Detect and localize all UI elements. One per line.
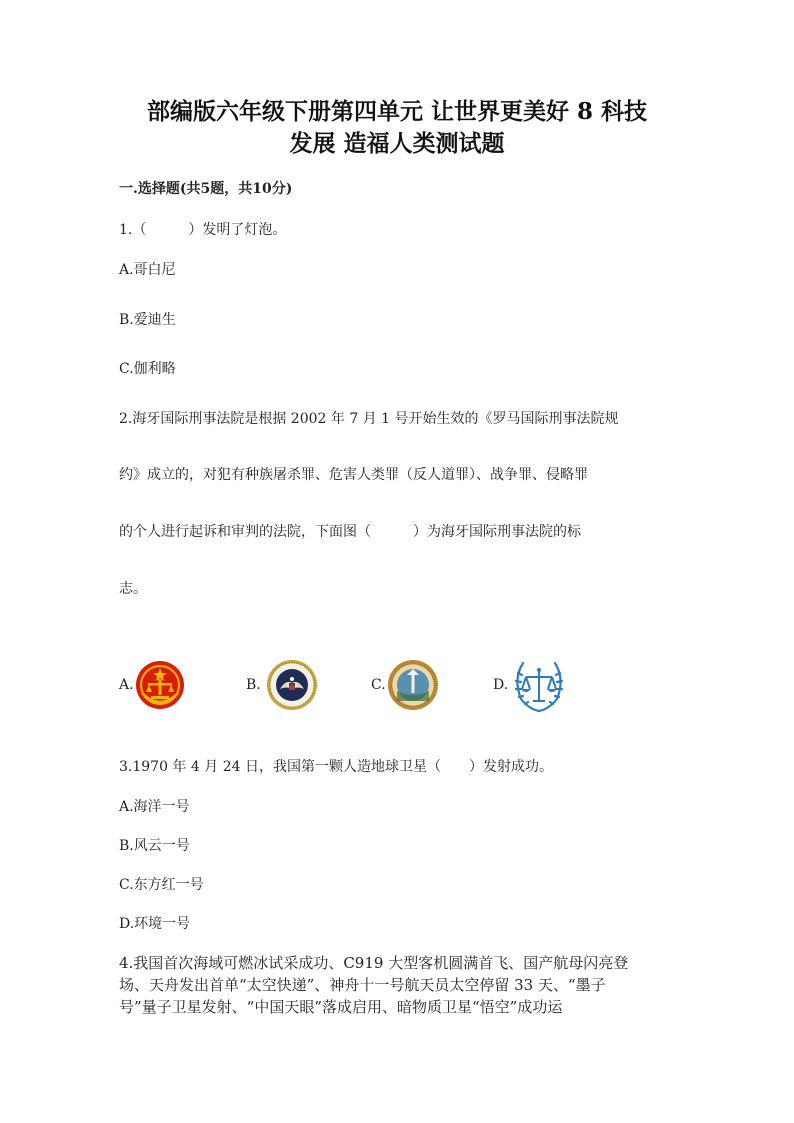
court-medallion-icon	[387, 659, 439, 711]
question-2-line-3: 的个人进行起诉和审判的法院，下面图（ ）为海牙国际刑事法院的标	[119, 524, 581, 540]
question-4-line-2: 场、天舟发出首单“太空快递”、神舟十一号航天员太空停留 33 天、“墨子	[119, 976, 606, 994]
title-line-2: 发展 造福人类测试题	[289, 130, 505, 157]
question-2-option-d: D.	[493, 677, 509, 693]
un-scales-of-justice-icon	[509, 655, 561, 707]
question-3-option-d: D.环境一号	[119, 916, 191, 932]
china-court-emblem-icon	[134, 659, 186, 711]
question-1-option-b: B.爱迪生	[119, 312, 176, 328]
presidential-seal-icon	[266, 659, 318, 711]
question-2-line-1: 2.海牙国际刑事法院是根据 2002 年 7 月 1 号开始生效的《罗马国际刑事法院规	[119, 411, 619, 427]
question-3-option-a: A.海洋一号	[119, 799, 190, 815]
question-3-option-c: C.东方红一号	[119, 877, 204, 893]
question-1-option-c: C.伽利略	[119, 361, 176, 377]
question-4-line-1: 4.我国首次海域可燃冰试采成功、C919 大型客机圆满首飞、国产航母闪亮登	[119, 954, 629, 972]
question-2-line-2: 约》成立的，对犯有种族屠杀罪、危害人类罪（反人道罪）、战争罪、侵略罪	[119, 467, 588, 483]
question-2-option-b: B.	[246, 677, 261, 693]
question-2-line-4: 志。	[119, 581, 147, 597]
page-title	[110, 96, 684, 160]
question-2-option-a: A.	[119, 677, 134, 693]
title-line-1: 部编版六年级下册第四单元 让世界更美好 8 科技	[146, 98, 648, 125]
question-1-option-a: A.哥白尼	[119, 262, 176, 278]
question-4-line-3: 号”量子卫星发射、“中国天眼”落成启用、暗物质卫星“悟空”成功运	[119, 998, 563, 1016]
section-heading: 一.选择题(共5题，共10分)	[119, 181, 293, 197]
question-2-option-c: C.	[371, 677, 386, 693]
question-1-stem: 1.（ ）发明了灯泡。	[119, 222, 287, 238]
question-3-stem: 3.1970 年 4 月 24 日，我国第一颗人造地球卫星（ ）发射成功。	[119, 759, 553, 775]
question-3-option-b: B.风云一号	[119, 838, 190, 854]
